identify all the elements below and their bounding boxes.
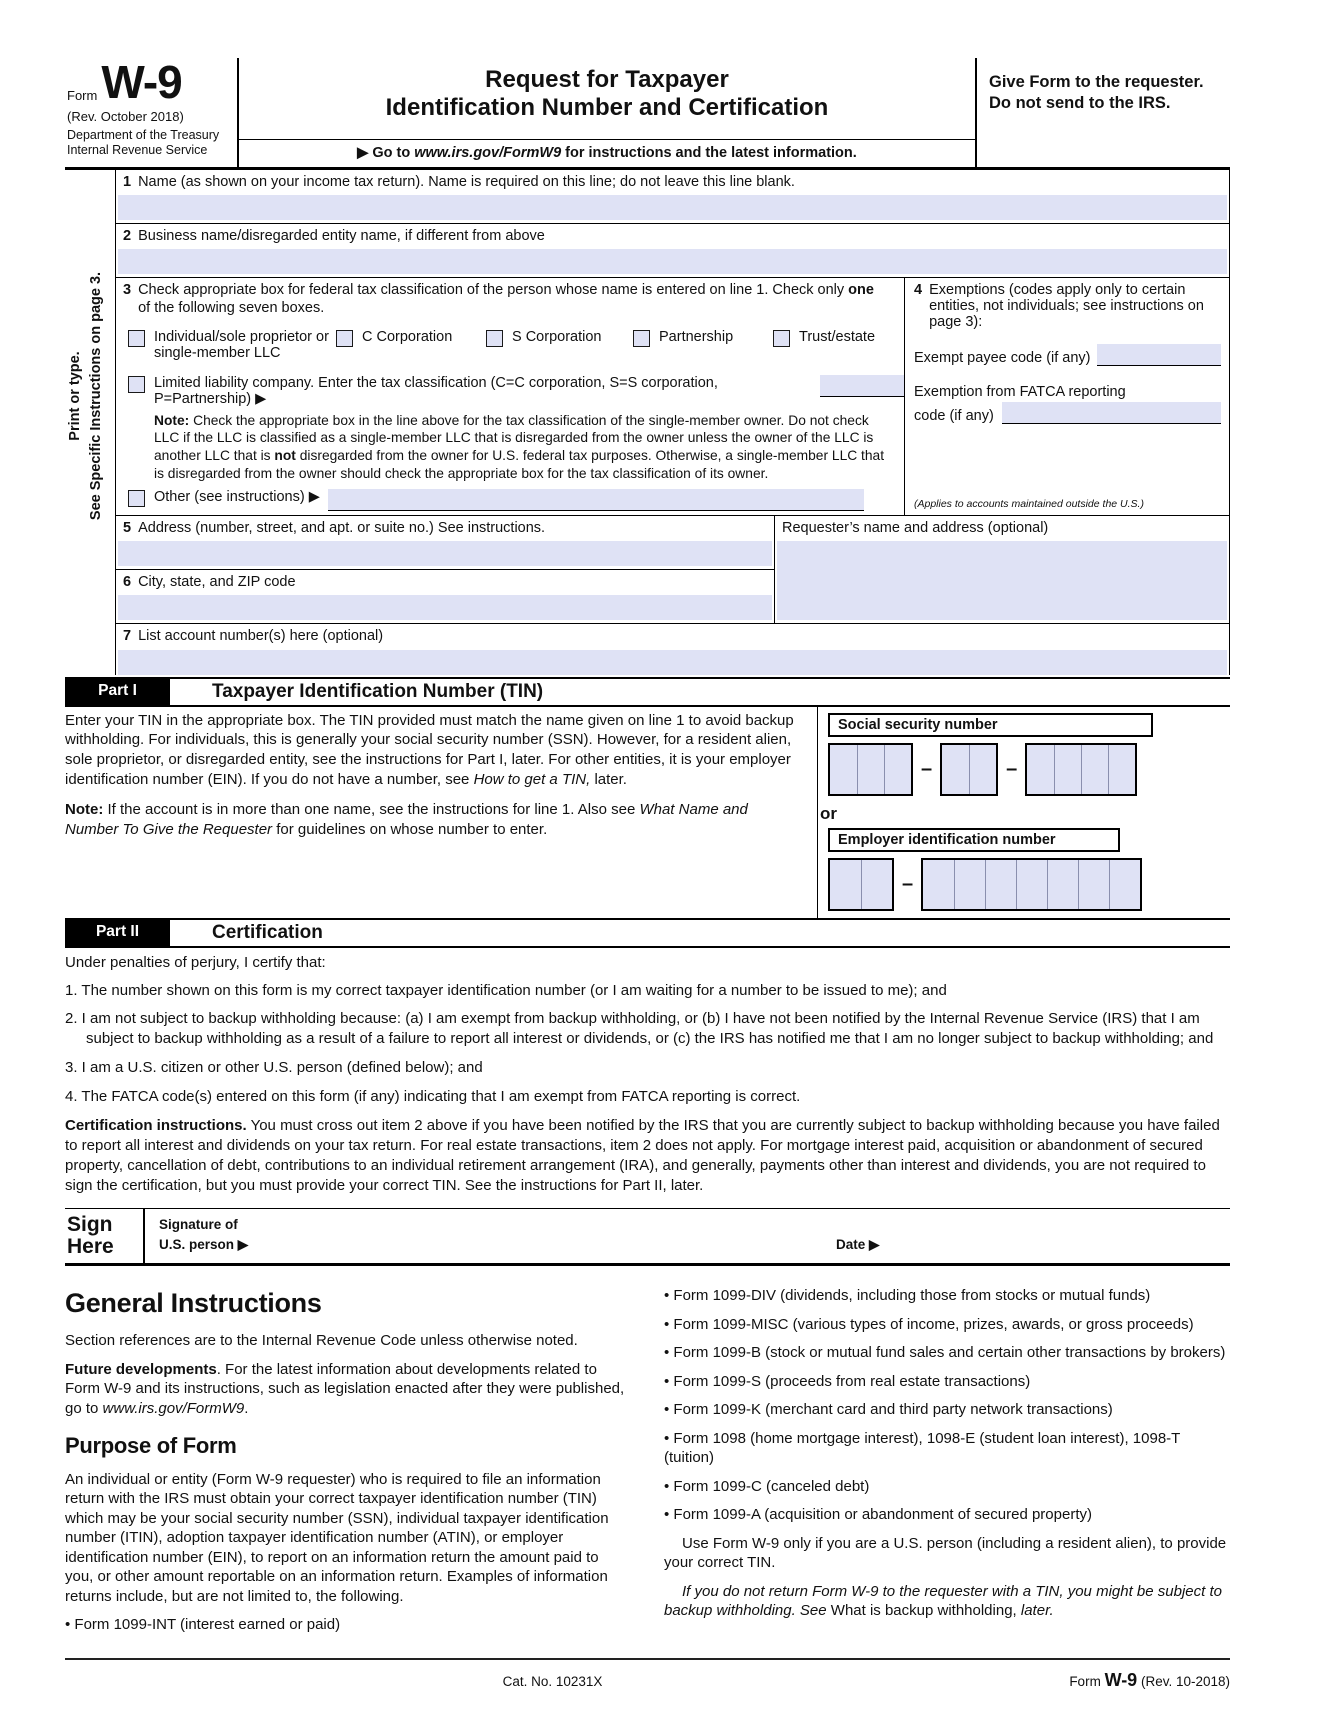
line2-row: [116, 224, 1229, 278]
tin-digit-cell[interactable]: [861, 860, 892, 909]
ein-cells: [828, 858, 1230, 911]
tin-cell-group: [828, 858, 894, 911]
bullet-1099-s: • Form 1099-S (proceeds from real estate transactions): [664, 1372, 1031, 1390]
exempt-payee-label: Exempt payee code (if any): [914, 350, 1091, 367]
line7-number: 7: [123, 628, 132, 645]
bullet-1099-misc: • Form 1099-MISC (various types of income, prizes, awards, or gross proceeds): [664, 1315, 1194, 1333]
form-agency: Internal Revenue Service: [67, 142, 208, 157]
tin-digit-cell[interactable]: [969, 745, 996, 794]
llc-label: Limited liability company. Enter the tax classification (C=C corporation, S=S corporation, P=Partnership) ▶: [154, 374, 718, 407]
line1-row: [116, 170, 1229, 224]
bullet-1099-div: • Form 1099-DIV (dividends, including those from stocks or mutual funds): [664, 1287, 1151, 1305]
use-form-paragraph: Use Form W-9 only if you are a U.S. person (including a resident alien), to provide your correct TIN.: [664, 1534, 1227, 1572]
form-number: W-9: [101, 56, 182, 108]
backup-withholding-warning: If you do not return Form W-9 to the requester with a TIN, you might be subject to backup withholding. See What is backup withholding, later.: [664, 1582, 1222, 1620]
part1-title: Taxpayer Identification Number (TIN): [212, 680, 544, 702]
general-instructions-title: General Instructions: [65, 1288, 322, 1319]
business-name-input[interactable]: [118, 249, 1227, 274]
tin-digit-cell[interactable]: [1047, 860, 1078, 909]
part2-title: Certification: [212, 921, 323, 943]
line5-6-rows: [116, 516, 1229, 623]
line7-row: [116, 623, 1229, 674]
form-title-block: [237, 58, 977, 167]
option-trust-estate: Trust/estate: [773, 329, 875, 347]
line2-label: Business name/disregarded entity name, if different from above: [138, 228, 545, 245]
certification-item-3: 3. I am a U.S. citizen or other U.S. person (defined below); and: [65, 1059, 483, 1077]
tin-cell-group: [921, 858, 1142, 911]
form-title: Request for Taxpayer Identification Number and Certification: [385, 66, 829, 121]
tin-digit-cell[interactable]: [923, 860, 954, 909]
form-word: Form: [67, 88, 98, 104]
footer-rule: [65, 1658, 1230, 1660]
instructions-right-column: [664, 1286, 1229, 1644]
part1-paragraph: Enter your TIN in the appropriate box. The TIN provided must match the name given on line 1 to avoid backup withholding. For individuals, this is generally your social security number (SSN). However, for a resident alien, sole proprietor, or disregarded entity, see the instructions for Part I, later. For other entities, it is your employer identification number (EIN). If you do not have a number, see How to get a TIN, later.: [65, 711, 794, 788]
option-individual: Individual/sole proprietor or single-member LLC: [128, 329, 336, 361]
tin-cell-group: [940, 743, 998, 796]
goto-line: ▶ Go to www.irs.gov/FormW9 for instructions and the latest information.: [239, 139, 975, 167]
ssn-label: Social security number: [828, 713, 1153, 737]
line6-label: City, state, and ZIP code: [138, 574, 296, 591]
line5-number: 5: [123, 520, 132, 537]
tin-column: [817, 707, 1230, 919]
catalog-number: Cat. No. 10231X: [502, 1673, 603, 1689]
checkbox-other[interactable]: [128, 490, 145, 507]
line1-number: 1: [123, 174, 132, 190]
fatca-label: Exemption from FATCA reporting: [914, 384, 1126, 401]
form-department: Department of the Treasury: [67, 128, 220, 143]
part1-label: Part I: [65, 679, 170, 705]
form-header: [65, 58, 1230, 170]
sign-here-label: Sign Here: [67, 1212, 114, 1258]
option-c-corporation: C Corporation: [336, 329, 486, 347]
ein-label: Employer identification number: [828, 828, 1120, 852]
sign-here-row: [65, 1208, 1230, 1266]
tin-digit-cell[interactable]: [985, 860, 1016, 909]
tin-digit-cell[interactable]: [1109, 860, 1140, 909]
tin-digit-cell[interactable]: [1016, 860, 1047, 909]
ssn-cells: [828, 743, 1230, 796]
tin-digit-cell[interactable]: [1054, 745, 1081, 794]
requester-label: Requester’s name and address (optional): [782, 520, 1049, 537]
tin-digit-cell[interactable]: [1027, 745, 1054, 794]
line6-row: [116, 570, 774, 620]
tin-digit-cell[interactable]: [830, 745, 857, 794]
certification-item-2: 2. I am not subject to backup withholding because: (a) I am exempt from backup withholding, or (b) I have not been notified by the Internal Revenue Service (IRS) that I am subject to backup withholding as a result of a failure to report all interest or dividends, or (c) the IRS has notified me that I am no longer subject to backup withholding; and: [65, 1010, 1214, 1048]
line5-row: [116, 516, 774, 570]
checkbox-trust-estate[interactable]: [773, 330, 790, 347]
part2-bar: [65, 918, 1230, 948]
purpose-of-form-title: Purpose of Form: [65, 1433, 237, 1459]
certification-instructions: Certification instructions. You must cross out item 2 above if you have been notified by the IRS that you are currently subject to backup withholding because you have failed to report all interest and dividends on your tax return. For real estate transactions, item 2 does not apply. For mortgage interest paid, acquisition or abandonment of secured property, cancellation of debt, contributions to an individual retirement arrangement (IRA), and generally, payments other than interest and dividends, you are not required to sign the certification, but you must provide your correct TIN. See the instructions for Part II, later.: [65, 1117, 1220, 1194]
certification-item-4: 4. The FATCA code(s) entered on this form (if any) indicating that I am exempt from FATCA reporting is correct.: [65, 1088, 801, 1106]
footer: [65, 1670, 1230, 1691]
part2-body: [65, 948, 1230, 1208]
bullet-1099-b: • Form 1099-B (stock or mutual fund sales and certain other transactions by brokers): [664, 1344, 1226, 1362]
checkbox-partnership[interactable]: [633, 330, 650, 347]
city-state-zip-input[interactable]: [118, 595, 772, 620]
exempt-payee-code-input[interactable]: [1097, 344, 1221, 366]
signature-line[interactable]: [297, 1215, 836, 1259]
bullet-1098: • Form 1098 (home mortgage interest), 1098-E (student loan interest), 1098-T (tuition): [664, 1429, 1181, 1467]
instructions-left-column: [65, 1286, 630, 1644]
checkbox-individual-sole-proprietor[interactable]: [128, 330, 145, 347]
part1-bar: [65, 677, 1230, 707]
name-input[interactable]: [118, 195, 1227, 220]
general-p1: Section references are to the Internal Revenue Code unless otherwise noted.: [65, 1332, 578, 1350]
other-label: Other (see instructions) ▶: [154, 489, 320, 506]
line4-box: [904, 278, 1229, 515]
fatca-label2: code (if any): [914, 408, 994, 425]
option-partnership: Partnership: [633, 329, 773, 347]
fatca-code-input[interactable]: [1002, 402, 1221, 424]
signature-label: Signature of U.S. person ▶: [159, 1216, 249, 1253]
line2-number: 2: [123, 228, 132, 245]
line3-label: Check appropriate box for federal tax classification of the person whose name is entered on line 1. Check only one of the following seven boxes.: [138, 282, 874, 317]
checkbox-s-corporation[interactable]: [486, 330, 503, 347]
line3-row: [116, 278, 1229, 516]
tin-digit-cell[interactable]: [1108, 745, 1135, 794]
line6-number: 6: [123, 574, 132, 591]
bullet-1099-int: • Form 1099-INT (interest earned or paid): [65, 1616, 341, 1634]
tin-dash: –: [921, 757, 933, 780]
other-input[interactable]: [328, 489, 864, 511]
fatca-applies-note: (Applies to accounts maintained outside the U.S.): [914, 498, 1144, 511]
certification-item-1: 1. The number shown on this form is my correct taxpayer identification number (or I am waiting for a number to be issued to me); and: [65, 981, 947, 999]
sidebar-vertical-caption: Print or type. See Specific Instructions on page 3.: [67, 271, 105, 521]
llc-classification-input[interactable]: [820, 375, 904, 397]
tin-cell-group: [1025, 743, 1137, 796]
tin-digit-cell[interactable]: [857, 745, 884, 794]
line3-note: Note: Check the appropriate box in the line above for the tax classification of the single-member owner. Do not check LLC if the LLC is classified as a single-member LLC that is disregarded from the owner unless the owner of the LLC is another LLC that is not disregarded from the owner for U.S. federal tax purposes. Otherwise, a single-member LLC that is disregarded from the owner should check the appropriate box for the tax classification of its owner.: [154, 412, 885, 482]
checkbox-llc[interactable]: [128, 376, 145, 393]
account-numbers-input[interactable]: [118, 650, 1227, 675]
bullet-1099-k: • Form 1099-K (merchant card and third party network transactions): [664, 1401, 1113, 1419]
form-identity-block: [65, 58, 237, 167]
line4-number: 4: [914, 282, 923, 299]
tin-digit-cell[interactable]: [1081, 745, 1108, 794]
tin-digit-cell[interactable]: [884, 745, 911, 794]
date-label: Date ▶: [836, 1236, 880, 1252]
or-label: or: [820, 803, 837, 823]
tin-digit-cell[interactable]: [1078, 860, 1109, 909]
date-line[interactable]: [900, 1215, 1230, 1259]
purpose-p1: An individual or entity (Form W-9 requester) who is required to file an information return with the IRS must obtain your correct taxpayer identification number (TIN) which may be your social security number (SSN), individual taxpayer identification number (ITIN), adoption taxpayer identification number (ATIN), or employer identification number (EIN), to report on an information return the amount paid to you, or other amount reportable on an information return. Examples of information returns include, but are not limited to, the following.: [65, 1470, 609, 1605]
irs-url-link[interactable]: www.irs.gov/FormW9: [414, 145, 562, 161]
part1-note: Note: If the account is in more than one name, see the instructions for line 1. Also see What Name and Number To Give the Requester for guidelines on whose number to enter.: [65, 800, 748, 838]
tin-dash: –: [902, 872, 914, 895]
footer-form-reference: Form W-9 (Rev. 10-2018): [1069, 1669, 1230, 1690]
tin-digit-cell[interactable]: [942, 745, 969, 794]
bullet-1099-a: • Form 1099-A (acquisition or abandonment of secured property): [664, 1506, 1092, 1524]
tin-cell-group: [828, 743, 913, 796]
requester-box: [774, 516, 1229, 623]
line1-label: Name (as shown on your income tax return). Name is required on this line; do not leave this line blank.: [138, 174, 795, 190]
field-grid: [115, 170, 1230, 675]
part2-label: Part II: [65, 920, 170, 946]
certification-intro: Under penalties of perjury, I certify that:: [65, 953, 326, 971]
general-p2: Future developments. For the latest information about developments related to Form W-9 and its instructions, such as legislation enacted after they were published, go to www.irs.gov/FormW9.: [65, 1360, 625, 1417]
form-revision: (Rev. October 2018): [67, 109, 184, 125]
address-input[interactable]: [118, 541, 772, 566]
tin-digit-cell[interactable]: [830, 860, 861, 909]
requester-input[interactable]: [777, 541, 1227, 620]
line4-label: Exemptions (codes apply only to certain entities, not individuals; see instructions on page 3):: [929, 282, 1204, 331]
line7-label: List account number(s) here (optional): [138, 628, 384, 645]
tin-digit-cell[interactable]: [954, 860, 985, 909]
line5-label: Address (number, street, and apt. or suite no.) See instructions.: [138, 520, 546, 537]
instructions-section: [65, 1286, 1230, 1644]
option-s-corporation: S Corporation: [486, 329, 633, 347]
checkbox-c-corporation[interactable]: [336, 330, 353, 347]
bullet-1099-c: • Form 1099-C (canceled debt): [664, 1477, 870, 1495]
line3-number: 3: [123, 282, 132, 299]
tin-dash: –: [1006, 757, 1018, 780]
part1-body: [65, 707, 1230, 919]
give-form-note: Give Form to the requester. Do not send to the IRS.: [989, 73, 1204, 112]
